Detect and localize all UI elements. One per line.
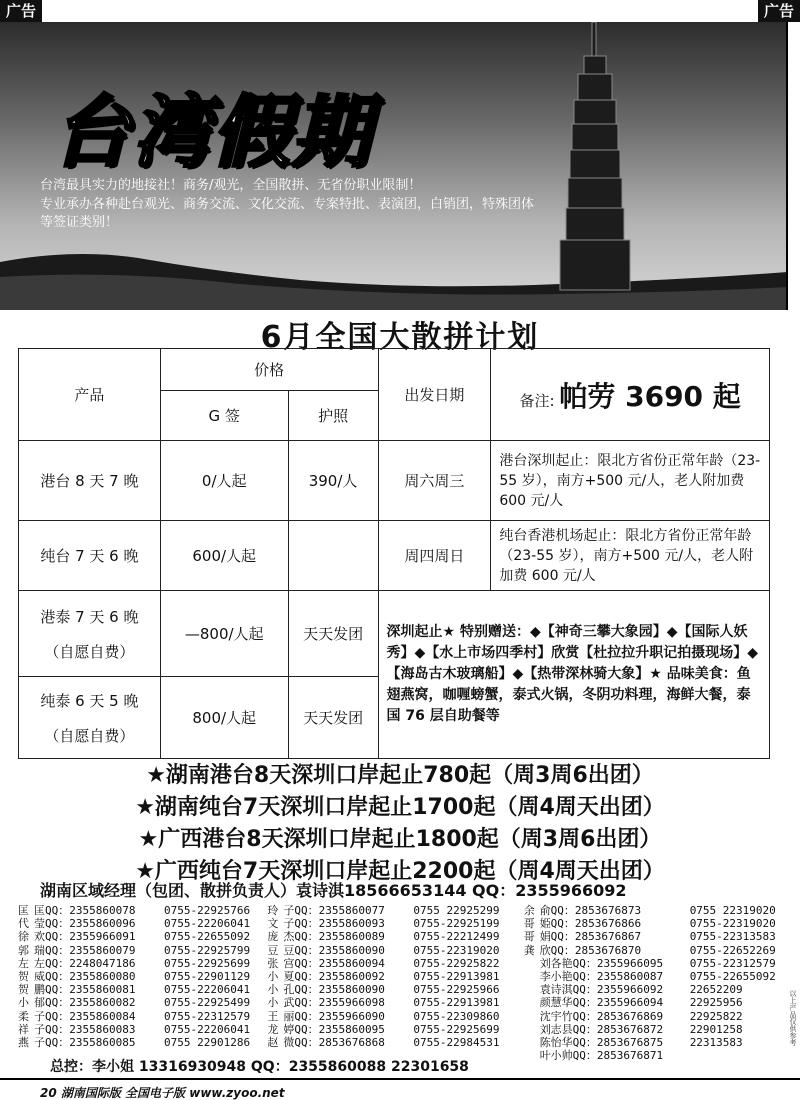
contact-initial: 郭 [18,943,29,957]
contact-initial [524,996,540,1009]
product-name: 港泰 7 天 6 晚 [40,607,139,626]
contact-initial: 匡 [18,904,29,917]
contact-initial: 小 [267,983,279,997]
contact-row [267,930,523,943]
contact-column-2 [267,904,523,1062]
contact-row [524,944,778,957]
contact-phone: 0755-22212499 [413,930,500,944]
contact-row [267,1036,523,1049]
side-note: 以上产品仅供参考 [789,990,797,1046]
contact-row [267,1010,523,1023]
header-price: 价格 [160,349,378,391]
depart-date: 天天发团 [288,591,378,677]
contact-qq: 姫QQ：2853676866 [539,917,642,931]
header-passport: 护照 [288,391,378,441]
contact-qq: 娟QQ：2853676867 [539,930,642,944]
contact-qq: 婷QQ：2355860095 [283,1022,385,1036]
contact-phone: 0755-22913981 [413,996,500,1010]
contact-row [18,904,267,917]
contact-row [524,1036,778,1049]
route-note: 纯台香港机场起止：限北方省份正常年龄（23-55 岁），南方+500 元/人，老人附加费 600 元/人 [491,521,770,591]
contact-list [18,904,778,1062]
contact-initial [524,957,540,970]
contact-phone: 0755-22925699 [164,956,251,970]
footer [0,1078,800,1100]
contact-initial: 小 [267,970,279,984]
contact-qq: 欢QQ：2355966091 [34,930,136,944]
contact-initial [524,1010,540,1023]
ad-tag-left: 广告 [0,0,42,22]
contact-phone: 0755-22984531 [413,1036,500,1050]
contact-qq: 欣QQ：2853676870 [539,943,642,957]
contact-initial: 哥 [523,930,535,944]
product-cell [19,677,161,759]
contact-initial: 燕 [18,1036,29,1050]
contact-initial: 张 [267,956,279,970]
contact-phone: 0755-22925699 [413,1022,500,1036]
contact-phone: 0755-22925822 [413,956,500,970]
thailand-gift-note: 深圳起止★ 特别赠送：◆【神奇三攀大象园】◆【国际人妖秀】◆【水上市场四季村】欣赏【杜拉拉升职记拍摄现场】◆【海岛古木玻璃船】◆【热带深林骑大象】★ 品味美食：鱼翅燕窝，咖喱螃蟹，泰式火锅，冬阴功料理，海鲜大餐，泰国 76 层自助餐等 [378,591,769,759]
contact-phone: 22925822 [689,1009,743,1023]
g-price: 600/人起 [160,521,288,591]
contact-qq: 刘志县QQ：2853676872 [539,1022,664,1036]
contact-qq: 郁QQ：2355860082 [34,996,136,1010]
contact-row [524,1010,778,1023]
contact-qq: 陈怡华QQ：2853676875 [539,1036,664,1050]
star-route: ★广西港台8天深圳口岸起止1800起（周3周6出团） [138,827,662,852]
contact-initial: 小 [267,996,279,1010]
contact-initial: 祥 [18,1022,29,1036]
remark-prefix: 备注: [519,391,555,410]
depart-date: 周六周三 [378,441,491,521]
banner-description: 专业承办各种赴台观光、商务交流、文化交流、专案特批、表演团，白销团，特殊团体等签证类别！ [40,197,535,230]
contact-phone: 0755-22925766 [164,904,251,917]
contact-qq: 丽QQ：2355966090 [283,1009,385,1023]
contact-initial: 柔 [18,1009,29,1023]
contact-row [267,1023,523,1036]
contact-row [524,996,778,1009]
contact-qq: 莹QQ：2355860096 [34,917,136,931]
contact-phone: 0755-22312579 [164,1009,251,1023]
contact-initial [524,1023,540,1036]
banner-tagline: 台湾最具实力的地接社！商务/观光，全国散拼、无省份职业限制！ [40,178,422,193]
contact-initial: 哥 [523,917,535,931]
contact-row [267,957,523,970]
star-route: ★湖南港台8天深圳口岸起止780起（周3周6出团） [146,763,654,788]
contact-phone: 0755-22312579 [689,956,776,970]
contact-phone: 0755-22655092 [164,930,251,944]
header-g-visa: G 签 [160,391,288,441]
star-route: ★广西纯台7天深圳口岸起止2200起（周4周天出团） [135,859,665,884]
contact-initial [524,1036,540,1049]
contact-initial: 龙 [267,1022,279,1036]
contact-row [267,983,523,996]
contact-phone: 22925956 [689,996,743,1010]
contact-initial: 余 [523,904,535,917]
regional-manager: 湖南区域经理（包团、散拼负责人）袁诗淇18566653144 QQ：2355966092 [40,881,627,900]
contact-qq: 刘各艳QQ：2355966095 [539,956,664,970]
contact-qq: 子QQ：2355860083 [34,1022,136,1036]
contact-row [524,983,778,996]
contact-row [267,904,523,917]
contact-row [524,917,778,930]
contact-qq: 宫QQ：2355860094 [283,956,385,970]
table-row [19,521,770,591]
product-sub: （自愿自费） [44,726,135,745]
contact-phone: 0755 22925299 [413,904,500,917]
contact-phone: 0755-22655092 [689,970,776,984]
depart-date: 天天发团 [288,677,378,759]
contact-row [18,1023,267,1036]
product-sub: （自愿自费） [44,642,135,661]
contact-phone: 0755-22206041 [164,917,251,931]
contact-phone: 0755 22319020 [689,904,776,917]
contact-initial: 小 [18,996,29,1010]
contact-phone: 0755 22901286 [164,1036,251,1050]
header-remark [491,349,770,441]
contact-phone: 22652209 [689,983,743,997]
contact-initial: 左 [18,956,29,970]
contact-initial: 赵 [267,1036,279,1050]
contact-phone: 22313583 [689,1036,743,1050]
passport-price: 390/人 [288,441,378,521]
route-note: 港台深圳起止：限北方省份正常年龄（23-55 岁），南方+500 元/人，老人附加费 600 元/人 [491,441,770,521]
contact-row [18,983,267,996]
contact-qq: 叶小帅QQ：2853676871 [539,1049,664,1063]
contact-column-1 [18,904,267,1062]
depart-date: 周四周日 [378,521,491,591]
contact-qq: 匡QQ：2355860078 [34,904,136,917]
banner-title: 台湾假期 [52,88,373,178]
contact-qq: 子QQ：2355860085 [34,1036,136,1050]
table-row [19,441,770,521]
contact-row [267,970,523,983]
contact-qq: 孔QQ：2355860090 [283,983,385,997]
contact-phone: 22901258 [689,1022,743,1036]
contact-qq: 子QQ：2355860093 [283,917,385,931]
contact-row [524,1023,778,1036]
contact-row [524,904,778,917]
contact-qq: 沈宇竹QQ：2853676869 [539,1009,664,1023]
contact-initial: 王 [267,1009,279,1023]
table-row [19,591,770,677]
contact-column-3 [524,904,778,1062]
contact-row [524,970,778,983]
banner [0,22,788,310]
contact-initial: 文 [267,917,279,931]
header-product: 产品 [19,349,161,441]
contact-qq: 鹏QQ：2355860081 [34,983,136,997]
contact-phone: 0755-22901129 [164,970,251,984]
contact-row [524,957,778,970]
passport-price [288,521,378,591]
contact-initial [524,1049,540,1062]
product-name: 港台 8 天 7 晚 [19,441,161,521]
contact-phone: 0755-22925799 [164,943,251,957]
contact-initial: 玲 [267,904,279,917]
g-price: 800/人起 [160,677,288,759]
contact-phone: 0755-22913981 [413,970,500,984]
contact-initial: 代 [18,917,29,931]
product-cell [19,591,161,677]
contact-phone: 0755-22925499 [164,996,251,1010]
general-control: 总控：李小姐 13316930948 QQ：2355860088 22301658 [50,1059,469,1075]
contact-qq: 左QQ：2248047186 [34,956,136,970]
contact-row [18,957,267,970]
product-name: 纯台 7 天 6 晚 [19,521,161,591]
contact-initial: 贺 [18,983,29,997]
contact-qq: 颜慧华QQ：2355966094 [539,996,664,1010]
contact-qq: 豆QQ：2355860090 [283,943,385,957]
plan-title: 6月全国大散拼计划 [260,320,540,355]
contact-qq: 夏QQ：2355860092 [283,970,385,984]
contact-qq: 袁诗淇QQ：2355966092 [539,983,664,997]
contact-row [267,917,523,930]
star-route: ★湖南纯台7天深圳口岸起止1700起（周4周天出团） [135,795,665,820]
header-date: 出发日期 [378,349,491,441]
contact-phone: 0755-22925199 [413,917,500,931]
contact-row [524,930,778,943]
contact-row [267,944,523,957]
contact-row [267,996,523,1009]
ad-tag-right: 广告 [758,0,800,22]
contact-row [18,1036,267,1049]
contact-phone: 0755-22652269 [689,943,776,957]
contact-phone: 0755-22309860 [413,1009,500,1023]
footer-text: 20 湖南国际版 全国电子版 www.zyoo.net [40,1086,285,1100]
contact-phone: 0755-22206041 [164,983,251,997]
contact-initial [524,970,540,983]
g-price: 0/人起 [160,441,288,521]
contact-row [18,1010,267,1023]
plan-table [18,348,770,759]
contact-initial: 豆 [267,943,279,957]
contact-phone: 0755-22313583 [689,930,776,944]
contact-qq: 威QQ：2355860080 [34,970,136,984]
g-price: —800/人起 [160,591,288,677]
contact-row [18,930,267,943]
contact-qq: 瑞QQ：2355860079 [34,943,136,957]
remark-palau-price: 帕劳 3690 起 [559,379,741,413]
contact-qq: 武QQ：2355966098 [283,996,385,1010]
contact-phone: 0755-22319020 [689,917,776,931]
contact-initial: 龚 [523,943,535,957]
contact-row [18,970,267,983]
contact-phone: 0755-22319020 [413,943,500,957]
contact-qq: 子QQ：2355860084 [34,1009,136,1023]
contact-initial: 徐 [18,930,29,944]
contact-qq: 微QQ：2853676868 [283,1036,385,1050]
contact-initial [524,983,540,996]
contact-qq: 俞QQ：2853676873 [539,904,642,917]
contact-row [524,1049,778,1062]
star-routes [0,760,800,888]
contact-qq: 杰QQ：2355860089 [283,930,385,944]
contact-initial: 贺 [18,970,29,984]
contact-qq: 子QQ：2355860077 [283,904,385,917]
product-name: 纯泰 6 天 5 晚 [40,691,139,710]
contact-row [18,996,267,1009]
contact-qq: 李小艳QQ：2355860087 [539,970,664,984]
contact-row [18,944,267,957]
contact-initial: 庞 [267,930,279,944]
contact-row [18,917,267,930]
contact-phone: 0755-22206041 [164,1022,251,1036]
contact-phone: 0755-22925966 [413,983,500,997]
